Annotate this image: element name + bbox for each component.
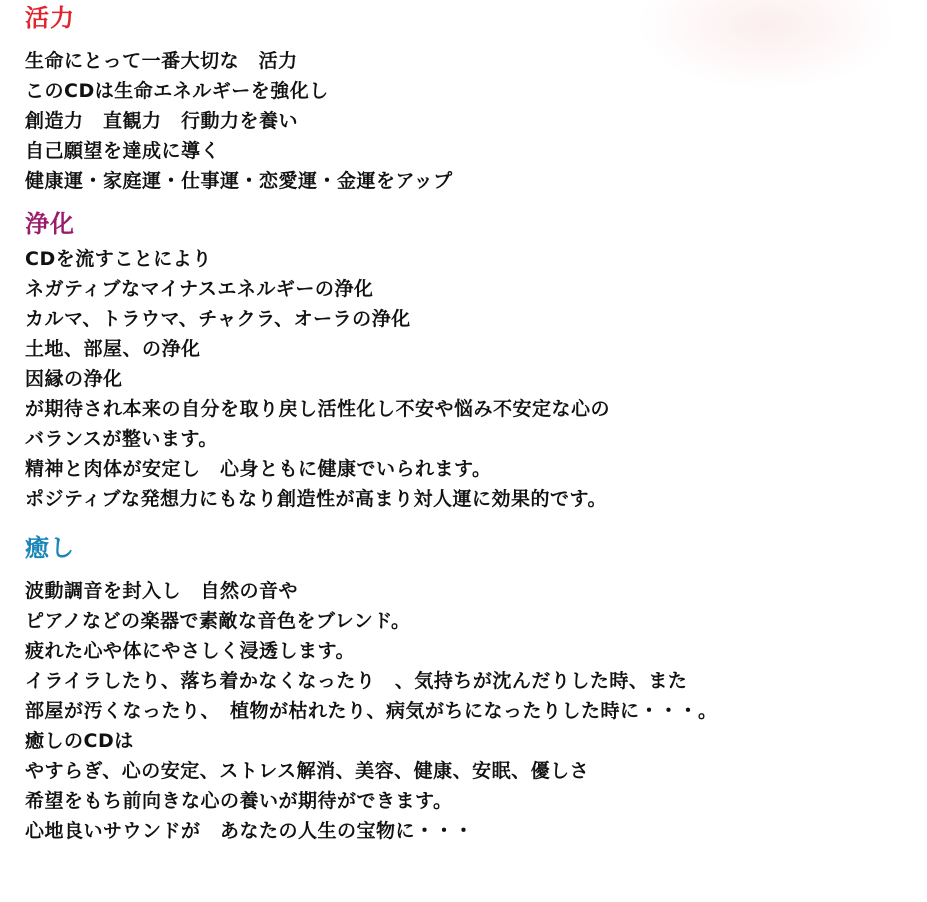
section-joka (25, 208, 915, 514)
text-line: やすらぎ、心の安定、ストレス解消、美容、健康、安眠、優しさ (25, 760, 590, 782)
text-line: ピアノなどの楽器で素敵な音色をブレンド。 (25, 610, 411, 632)
section-iyashi (25, 532, 915, 846)
text-line: 疲れた心や体にやさしく浸透します。 (25, 640, 355, 662)
section-heading-joka: 浄化 (25, 210, 75, 238)
section-lines-katsuryoku (25, 46, 915, 196)
text-line: このCDは生命エネルギーを強化し (25, 80, 329, 102)
text-line: 創造力 直観力 行動力を養い (25, 110, 299, 132)
text-line: 精神と肉体が安定し 心身ともに健康でいられます。 (25, 458, 492, 480)
document-page (25, 0, 915, 846)
text-line: 健康運・家庭運・仕事運・恋愛運・金運をアップ (25, 170, 453, 192)
text-line: 因縁の浄化 (25, 368, 123, 390)
text-line: が期待され本来の自分を取り戻し活性化し不安や悩み不安定な心の (25, 398, 611, 420)
text-line: 部屋が汚くなったり、 植物が枯れたり、病気がちになったりした時に・・・。 (25, 700, 718, 722)
text-line: ネガティブなマイナスエネルギーの浄化 (25, 278, 374, 300)
text-line: 生命にとって一番大切な 活力 (25, 50, 298, 72)
text-line: バランスが整います。 (25, 428, 218, 450)
section-lines-iyashi (25, 576, 915, 846)
section-heading-iyashi: 癒し (25, 534, 75, 562)
text-line: ポジティブな発想力にもなり創造性が高まり対人運に効果的です。 (25, 488, 607, 510)
text-line: 希望をもち前向きな心の養いが期待ができます。 (25, 790, 453, 812)
text-line: 土地、部屋、の浄化 (25, 338, 201, 360)
section-lines-joka (25, 244, 915, 514)
text-line: CDを流すことにより (25, 248, 212, 270)
text-line: イライラしたり、落ち着かなくなったり 、気持ちが沈んだりした時、また (25, 670, 688, 692)
text-line: 癒しのCDは (25, 730, 134, 752)
text-line: 波動調音を封入し 自然の音や (25, 580, 299, 602)
section-heading-katsuryoku: 活力 (25, 4, 75, 32)
text-line: 心地良いサウンドが あなたの人生の宝物に・・・ (25, 820, 474, 842)
section-katsuryoku (25, 2, 915, 196)
text-line: カルマ、トラウマ、チャクラ、オーラの浄化 (25, 308, 411, 330)
text-line: 自己願望を達成に導く (25, 140, 221, 162)
